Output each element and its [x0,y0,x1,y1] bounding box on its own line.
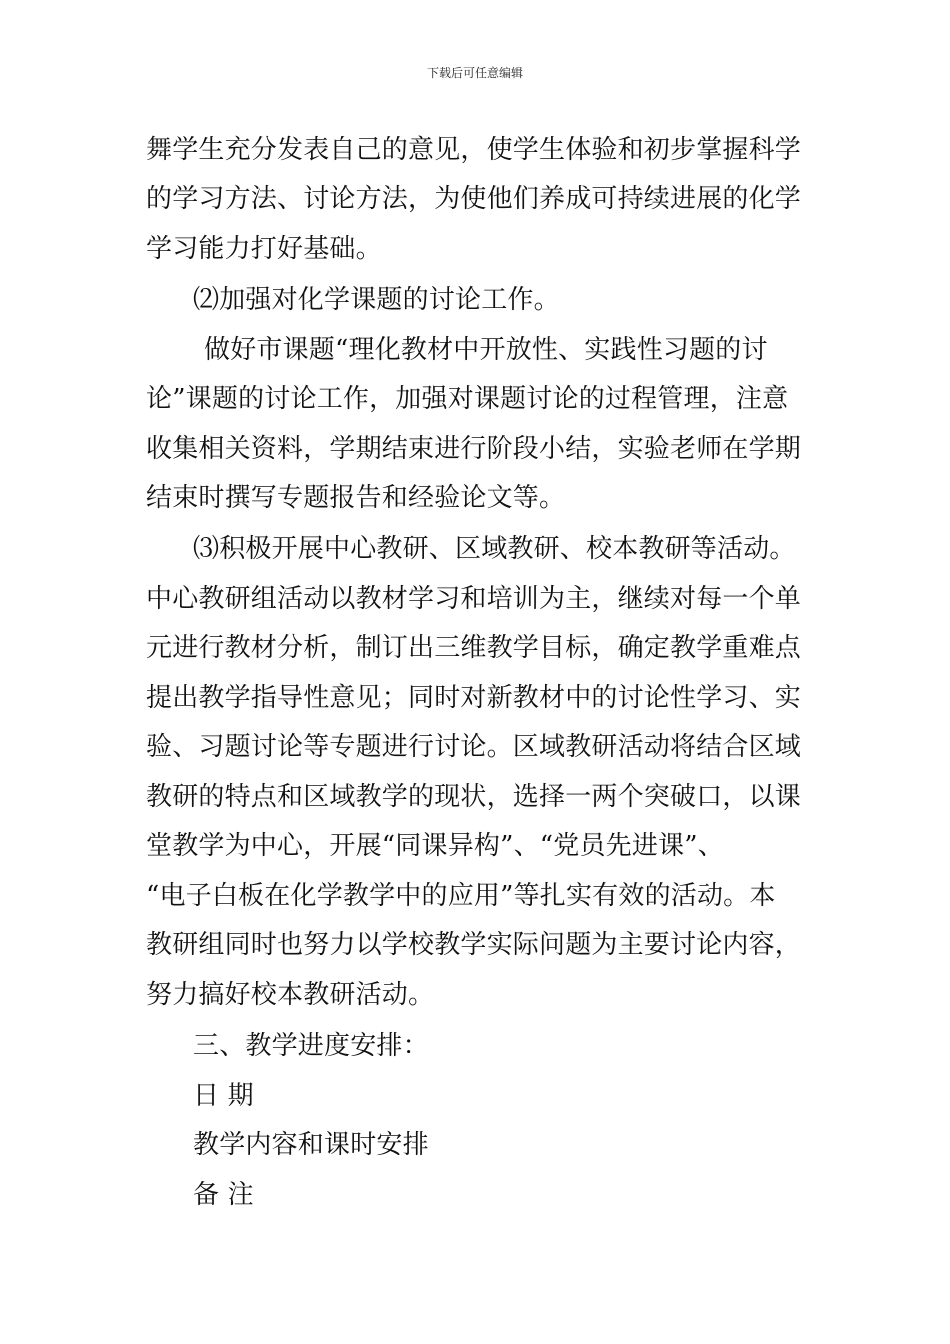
paragraph-line: 提出教学指导性意见；同时对新教材中的讨论性学习、实 [146,683,802,713]
paragraph-line: 的学习方法、讨论方法，为使他们养成可持续进展的化学 [146,184,802,214]
paragraph-line: 中心教研组活动以教材学习和培训为主，继续对每一个单 [146,584,802,614]
paragraph-line: 元进行教材分析，制订出三维教学目标，确定教学重难点 [146,633,802,663]
paragraph-line: 教研组同时也努力以学校教学实际问题为主要讨论内容， [146,930,802,960]
table-label-notes: 备 注 [193,1180,254,1210]
section-heading: ⑵加强对化学课题的讨论工作。 [193,285,560,315]
paragraph-line: 学习能力打好基础。 [146,234,382,264]
paragraph-line: 收集相关资料，学期结束进行阶段小结，实验老师在学期 [146,434,802,464]
paragraph-line: 结束时撰写专题报告和经验论文等。 [146,483,566,513]
paragraph-line: 论”课题的讨论工作，加强对课题讨论的过程管理，注意 [146,384,789,414]
paragraph-line: 验、习题讨论等专题进行讨论。区域教研活动将结合区域 [146,732,802,762]
section-heading: 三、教学进度安排： [193,1031,429,1061]
table-label-content: 教学内容和课时安排 [193,1130,429,1160]
paragraph-line: 教研的特点和区域教学的现状，选择一两个突破口，以课 [146,782,802,812]
paragraph-line: 做好市课题“理化教材中开放性、实践性习题的讨 [204,335,768,365]
paragraph-line: 努力搞好校本教研活动。 [146,980,435,1010]
section-heading: ⑶积极开展中心教研、区域教研、校本教研等活动。 [193,534,796,564]
page-header: 下载后可任意编辑 [426,66,523,80]
paragraph-line: 堂教学为中心，开展“同课异构”、“党员先进课”、 [146,831,724,861]
table-label-date: 日 期 [193,1081,254,1111]
paragraph-line: 舞学生充分发表自己的意见，使学生体验和初步掌握科学 [146,135,802,165]
paragraph-line: “电子白板在化学教学中的应用”等扎实有效的活动。本 [146,881,776,911]
